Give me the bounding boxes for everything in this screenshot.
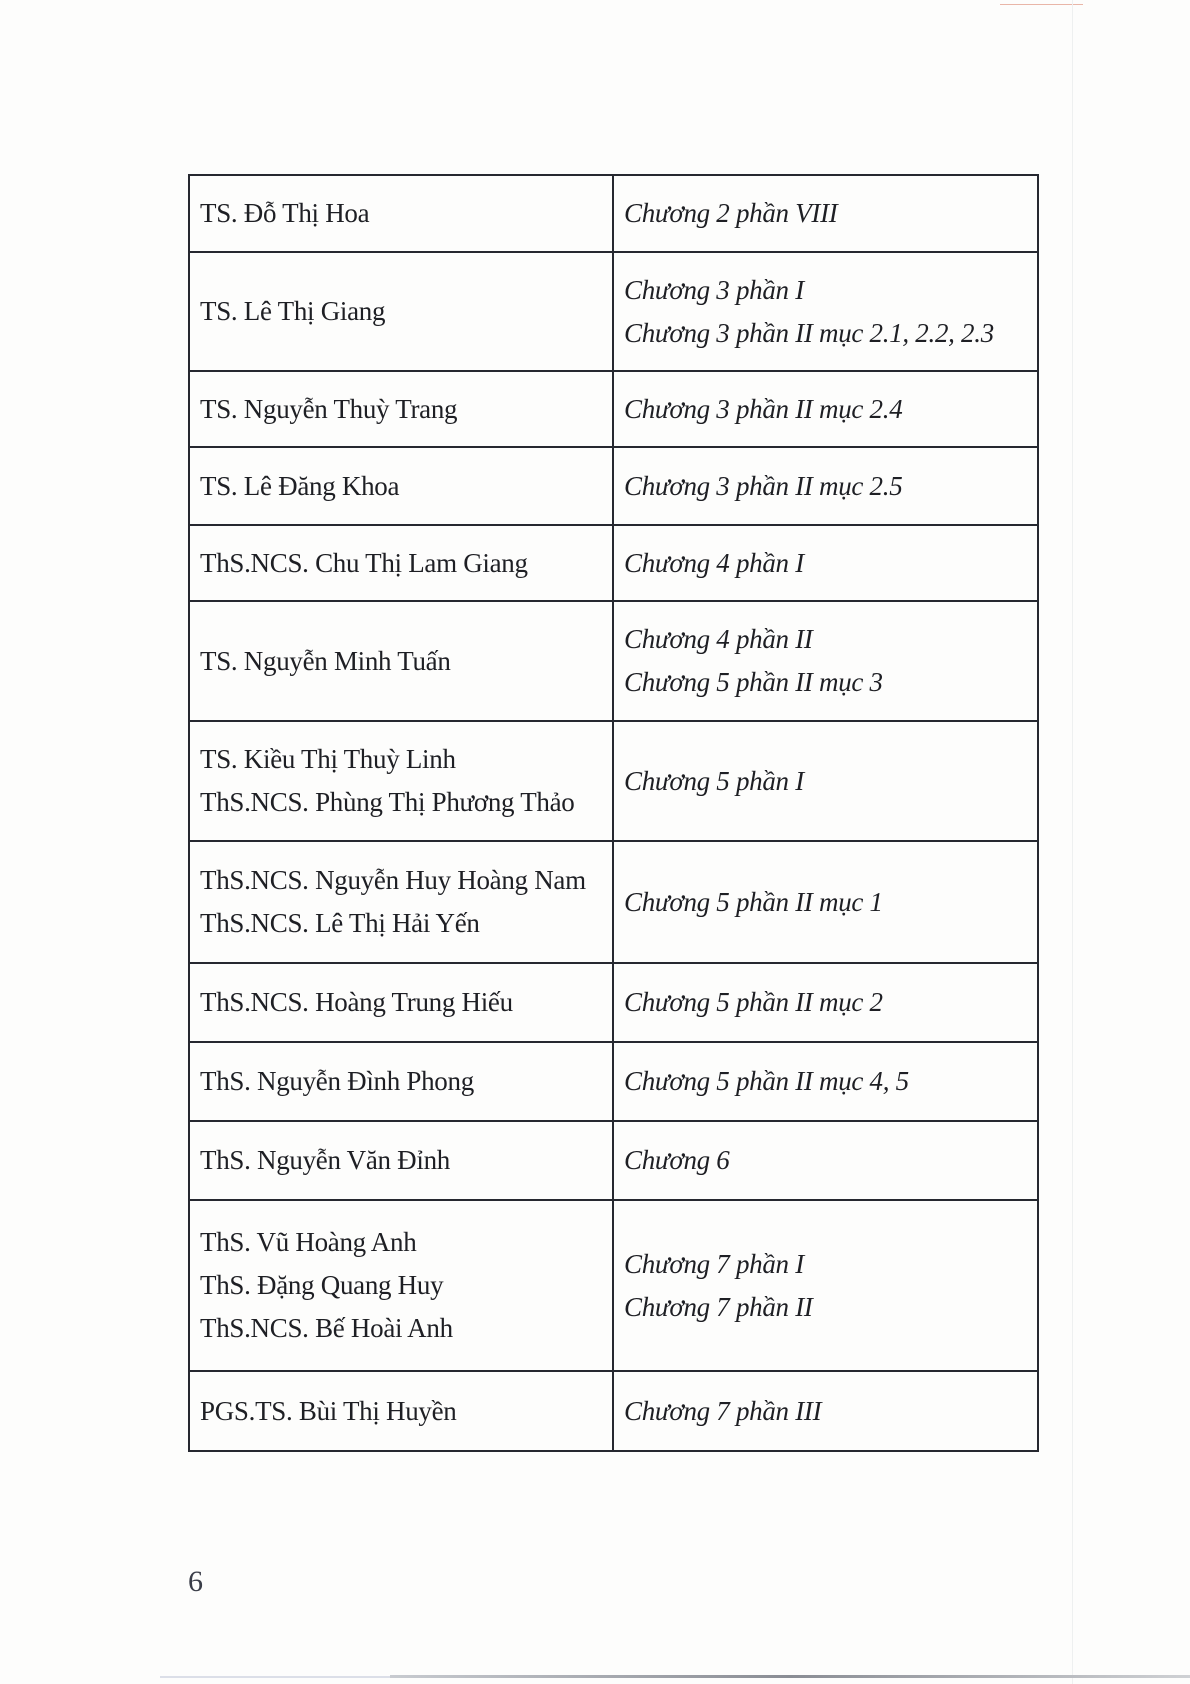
author-name: TS. Lê Đăng Khoa xyxy=(200,470,400,501)
author-cell xyxy=(189,601,613,721)
author-cell xyxy=(189,252,613,371)
page-edge-right xyxy=(1072,0,1073,1684)
section-cell xyxy=(613,601,1038,721)
author-name: ThS. Vũ Hoàng Anh xyxy=(200,1227,417,1257)
section-reference: Chương 3 phần I xyxy=(624,274,804,305)
author-cell xyxy=(189,175,613,252)
author-cell xyxy=(189,721,613,841)
scan-edge-shadow xyxy=(390,1675,1190,1678)
author-name: ThS.NCS. Chu Thị Lam Giang xyxy=(200,547,528,578)
section-reference: Chương 5 phần I xyxy=(624,765,804,796)
section-cell xyxy=(613,371,1038,447)
table-row xyxy=(189,1121,1038,1200)
author-name: TS. Kiều Thị Thuỳ Linh xyxy=(200,744,456,774)
section-cell xyxy=(613,1121,1038,1200)
author-cell xyxy=(189,525,613,601)
section-reference: Chương 3 phần II mục 2.5 xyxy=(624,470,903,501)
section-reference: Chương 4 phần I xyxy=(624,547,804,578)
author-name: ThS.NCS. Nguyễn Huy Hoàng Nam xyxy=(200,865,586,895)
scan-edge-left xyxy=(160,1676,390,1678)
section-cell xyxy=(613,175,1038,252)
table-row xyxy=(189,841,1038,963)
table-row xyxy=(189,447,1038,525)
table-row xyxy=(189,1042,1038,1121)
section-cell xyxy=(613,841,1038,963)
author-name: PGS.TS. Bùi Thị Huyền xyxy=(200,1395,457,1426)
author-name: TS. Nguyễn Minh Tuấn xyxy=(200,645,451,676)
author-cell xyxy=(189,1200,613,1371)
page-edge-top xyxy=(1000,4,1083,5)
author-name: TS. Lê Thị Giang xyxy=(200,296,386,326)
table-body xyxy=(189,175,1038,1451)
table-row xyxy=(189,525,1038,601)
section-cell xyxy=(613,721,1038,841)
author-cell xyxy=(189,1042,613,1121)
section-cell xyxy=(613,447,1038,525)
section-cell xyxy=(613,1371,1038,1451)
table-row xyxy=(189,371,1038,447)
author-cell xyxy=(189,963,613,1042)
table-row xyxy=(189,1200,1038,1371)
section-reference: Chương 2 phần VIII xyxy=(624,198,838,228)
section-reference: Chương 6 xyxy=(624,1145,730,1175)
author-credits-table xyxy=(188,174,1039,1452)
author-cell xyxy=(189,1371,613,1451)
section-reference: Chương 7 phần I xyxy=(624,1248,804,1279)
section-reference: Chương 4 phần II xyxy=(624,624,813,654)
table-row xyxy=(189,1371,1038,1451)
table-row xyxy=(189,252,1038,371)
section-reference: Chương 5 phần II mục 3 xyxy=(624,667,883,697)
author-name: ThS.NCS. Bế Hoài Anh xyxy=(200,1313,453,1343)
author-name: TS. Nguyễn Thuỳ Trang xyxy=(200,393,458,424)
table-row xyxy=(189,721,1038,841)
section-reference: Chương 5 phần II mục 4, 5 xyxy=(624,1066,909,1096)
author-name: TS. Đỗ Thị Hoa xyxy=(200,198,370,228)
section-reference: Chương 3 phần II mục 2.1, 2.2, 2.3 xyxy=(624,317,994,348)
author-name: ThS.NCS. Phùng Thị Phương Thảo xyxy=(200,787,575,817)
section-reference: Chương 7 phần III xyxy=(624,1395,822,1426)
author-name: ThS.NCS. Lê Thị Hải Yến xyxy=(200,908,480,938)
author-name: ThS. Nguyễn Văn Đỉnh xyxy=(200,1145,450,1175)
author-cell xyxy=(189,447,613,525)
author-name: ThS. Nguyễn Đình Phong xyxy=(200,1066,474,1096)
table-row xyxy=(189,601,1038,721)
section-cell xyxy=(613,1200,1038,1371)
section-cell xyxy=(613,1042,1038,1121)
section-cell xyxy=(613,252,1038,371)
table-row xyxy=(189,175,1038,252)
author-cell xyxy=(189,371,613,447)
section-cell xyxy=(613,963,1038,1042)
table-row xyxy=(189,963,1038,1042)
author-name: ThS.NCS. Hoàng Trung Hiếu xyxy=(200,987,513,1017)
section-reference: Chương 3 phần II mục 2.4 xyxy=(624,393,903,424)
section-cell xyxy=(613,525,1038,601)
section-reference: Chương 7 phần II xyxy=(624,1291,813,1322)
section-reference: Chương 5 phần II mục 2 xyxy=(624,987,883,1017)
author-cell xyxy=(189,1121,613,1200)
author-cell xyxy=(189,841,613,963)
section-reference: Chương 5 phần II mục 1 xyxy=(624,886,883,917)
page-number: 6 xyxy=(188,1565,203,1598)
author-name: ThS. Đặng Quang Huy xyxy=(200,1270,444,1300)
